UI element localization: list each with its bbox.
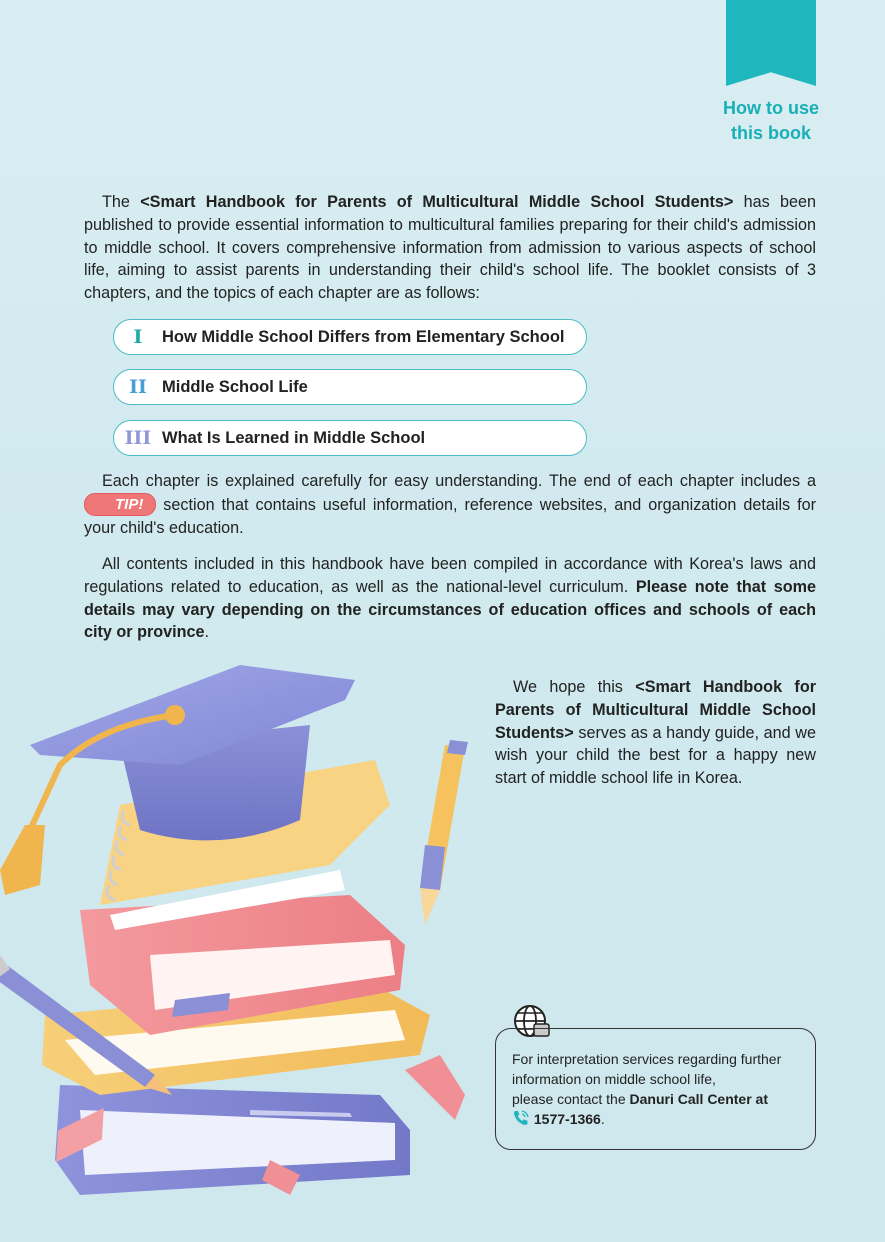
chapter-item-2 (113, 369, 587, 405)
tab-label-line2: this book (731, 123, 811, 143)
hope-pre: We hope this (513, 678, 636, 696)
hope-post: serves as a handy guide, and we wish your child the best for a happy new start of middle school life in Korea. (495, 723, 816, 788)
phone-icon (512, 1109, 530, 1127)
chapter-title: How Middle School Differs from Elementary School (162, 327, 565, 346)
note-paragraph (84, 553, 816, 644)
chapter-title: What Is Learned in Middle School (162, 428, 426, 447)
contact-phone-number[interactable]: 1577-1366 (533, 1111, 601, 1127)
tab-label-line1: How to use (722, 98, 819, 118)
tip-paragraph (84, 470, 816, 539)
contact-phone-line (512, 1109, 801, 1129)
note-end: . (204, 623, 210, 642)
tip-pre: Each chapter is explained carefully for easy understanding. The end of each chapter includes a (102, 472, 816, 490)
intro-pre: The (102, 193, 141, 211)
contact-box (495, 1028, 816, 1150)
intro-book-title: <Smart Handbook for Parents of Multicultural Middle School Students> (140, 193, 734, 211)
note-text: All contents included in this handbook have been compiled in accordance with Korea's laws and regulations related to education, as well as the national-level curriculum. (84, 555, 816, 596)
tip-post: section that contains useful information, reference websites, and organization details for your child's education. (84, 495, 816, 537)
chapter-item-3 (113, 420, 587, 456)
intro-paragraph (84, 191, 816, 305)
chapter-number: II (129, 376, 147, 398)
contact-line2-pre: please contact the (512, 1091, 630, 1107)
contact-center-name: Danuri Call Center at (629, 1091, 769, 1107)
tip-badge: TIP! (84, 493, 156, 516)
books-graduation-illustration (0, 655, 480, 1242)
contact-line2 (512, 1089, 801, 1109)
intro-post: has been published to provide essential information to multicultural families preparing for their child's admission to middle school. It covers comprehensive information from admission to various aspects of school life, aiming to assist parents in understanding their child's school life. The booklet consists of 3 chapters, and the topics of each chapter are as follows: (84, 193, 816, 303)
chapter-item-1 (113, 319, 587, 355)
contact-end: . (600, 1111, 605, 1127)
chapter-tab-ribbon (726, 0, 816, 86)
section-tab-label (700, 96, 842, 146)
chapter-number: I (133, 326, 143, 348)
hope-book-title: <Smart Handbook for Parents of Multicultural Middle School Students> (495, 678, 817, 742)
chapter-number: III (124, 427, 152, 449)
note-bold: Please note that some details may vary depending on the circumstances of education offices and schools of each city or province (84, 577, 816, 642)
hope-paragraph (495, 676, 816, 790)
contact-line1: For interpretation services regarding further information on middle school life, (512, 1051, 782, 1087)
chapter-title: Middle School Life (162, 377, 308, 396)
